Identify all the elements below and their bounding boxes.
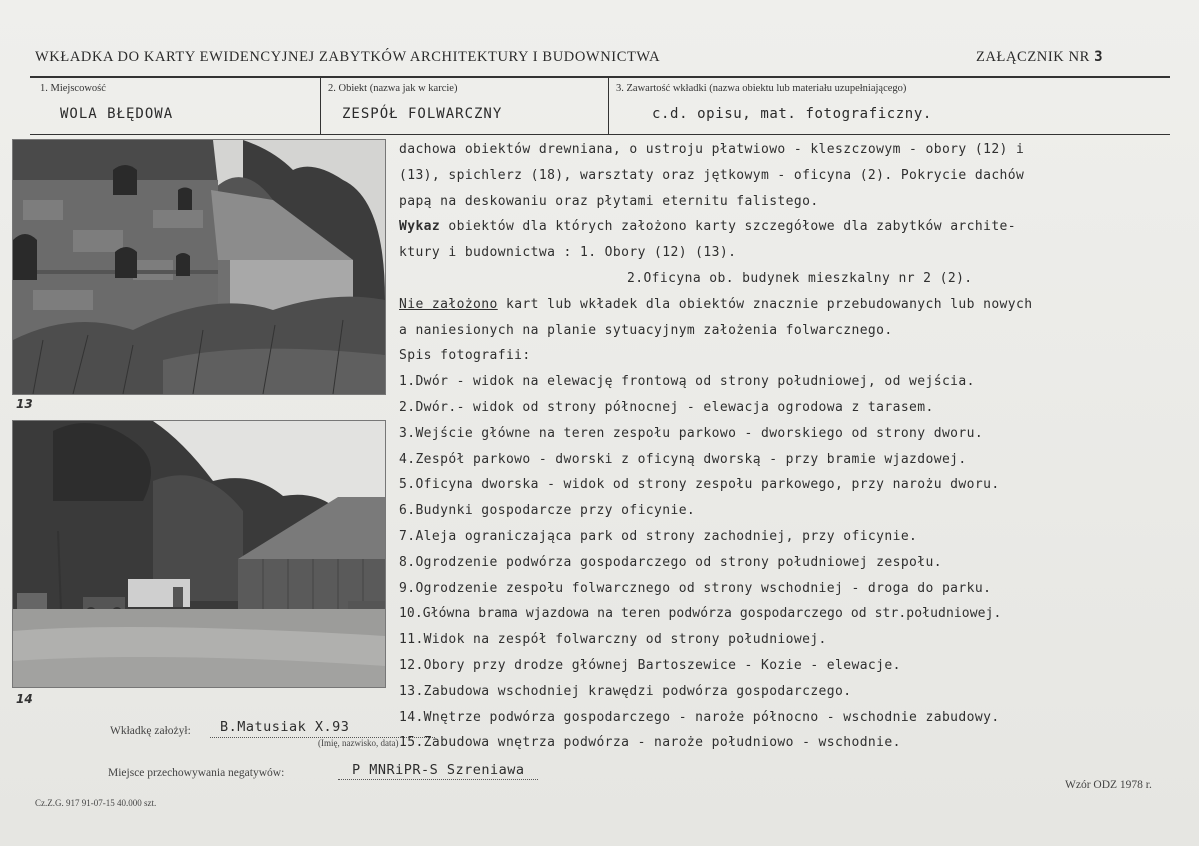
text-line: papą na deskowaniu oraz płytami eternitu falistego. (399, 193, 819, 209)
text-line: (13), spichlerz (18), warsztaty oraz jętkowym - oficyna (2). Pokrycie dachów (399, 167, 1025, 183)
header-rule (30, 76, 1170, 78)
fields-bottom-rule (30, 134, 1170, 135)
photo-list-item: 14.Wnętrze podwórza gospodarczego - naroże północno - wschodnie zabudowy. (399, 709, 1000, 725)
photo-list-item: 2.Dwór.- widok od strony północnej - elewacja ogrodowa z tarasem. (399, 399, 934, 415)
photo-number-13: 13 (16, 397, 33, 411)
photo-list-item: 11.Widok na zespół folwarczny od strony południowej. (399, 632, 827, 648)
farmyard-photo (12, 420, 386, 688)
field-value-location: WOLA BŁĘDOWA (60, 106, 174, 122)
farm-building-photo-image (13, 140, 385, 394)
author-label: Wkładkę założył: (110, 725, 191, 737)
photo-list-item: 12.Obory przy drodze głównej Bartoszewice - Kozie - elewacje. (399, 657, 901, 673)
photo-list-item: 3.Wejście główne na teren zespołu parkowo - dworskiego od strony dworu. (399, 425, 984, 441)
text-line: 2.Oficyna ob. budynek mieszkalny nr 2 (2). (627, 270, 973, 286)
photo-list-item: 15.Zabudowa wnętrza podwórza - naroże południowo - wschodnie. (399, 735, 901, 751)
wykaz-keyword: Wykaz (399, 219, 441, 235)
pattern-label: Wzór ODZ 1978 r. (1065, 779, 1152, 791)
photo-list-item: 6.Budynki gospodarcze przy oficynie. (399, 503, 696, 519)
field-label-location: 1. Miejscowość (40, 83, 106, 94)
photo-list-item: 7.Aleja ograniczająca park od strony zachodniej, przy oficynie. (399, 528, 918, 544)
farmyard-photo-image (13, 421, 385, 687)
storage-underline (338, 779, 538, 780)
wykaz-text: obiektów dla których założono karty szczegółowe dla zabytków archite- (440, 219, 1017, 235)
nie-zalozono-text: kart lub wkładek dla obiektów znacznie przebudowanych lub nowych (497, 296, 1033, 312)
photo-list-item: 5.Oficyna dworska - widok od strony zespołu parkowego, przy narożu dworu. (399, 477, 1000, 493)
field-separator-2 (608, 78, 609, 134)
photo-list-heading: Spis fotografii: (399, 348, 531, 364)
author-hint: (Imię, nazwisko, data) (318, 738, 399, 748)
farm-building-photo (12, 139, 386, 395)
nie-zalozono-keyword: Nie założono (399, 296, 498, 312)
photo-list-item: 1.Dwór - widok na elewację frontową od strony południowej, od wejścia. (399, 374, 975, 390)
text-line (399, 292, 1189, 318)
field-value-content: c.d. opisu, mat. fotograficzny. (652, 106, 932, 122)
description-text (399, 137, 1189, 756)
photo-list-item: 10.Główna brama wjazdowa na teren podwórza gospodarczego od str.południowej. (399, 606, 1002, 622)
photo-number-14: 14 (16, 692, 33, 706)
author-value: B.Matusiak X.93 (220, 719, 350, 735)
text-line (399, 214, 1189, 240)
text-line: dachowa obiektów drewniana, o ustroju płatwiowo - kleszczowym - obory (12) i (399, 142, 1025, 157)
text-line: a naniesionych na planie sytuacyjnym założenia folwarcznego. (399, 322, 893, 338)
photo-list-item: 13.Zabudowa wschodniej krawędzi podwórza gospodarczego. (399, 683, 852, 699)
document-title: WKŁADKA DO KARTY EWIDENCYJNEJ ZABYTKÓW ARCHITEKTURY I BUDOWNICTWA (35, 49, 661, 65)
storage-label: Miejsce przechowywania negatywów: (108, 767, 285, 779)
attachment-label-text: ZAŁĄCZNIK NR (976, 49, 1090, 65)
photo-list-item: 4.Zespół parkowo - dworski z oficyną dworską - przy bramie wjazdowej. (399, 451, 967, 467)
field-value-object: ZESPÓŁ FOLWARCZNY (342, 106, 503, 122)
field-separator-1 (320, 78, 321, 134)
storage-value: P MNRiPR-S Szreniawa (352, 762, 525, 778)
print-info: Cz.Z.G. 917 91-07-15 40.000 szt. (35, 798, 157, 808)
text-line: ktury i budownictwa : 1. Obory (12) (13). (399, 245, 737, 261)
attachment-number: 3 (1094, 49, 1104, 65)
field-label-object: 2. Obiekt (nazwa jak w karcie) (328, 83, 458, 94)
photo-list-item: 9.Ogrodzenie zespołu folwarcznego od strony wschodniej - droga do parku. (399, 580, 992, 596)
field-label-content: 3. Zawartość wkładki (nazwa obiektu lub materiału uzupełniającego) (616, 83, 907, 94)
attachment-label (976, 49, 1103, 66)
photo-list-item: 8.Ogrodzenie podwórza gospodarczego od strony południowej zespołu. (399, 554, 942, 570)
